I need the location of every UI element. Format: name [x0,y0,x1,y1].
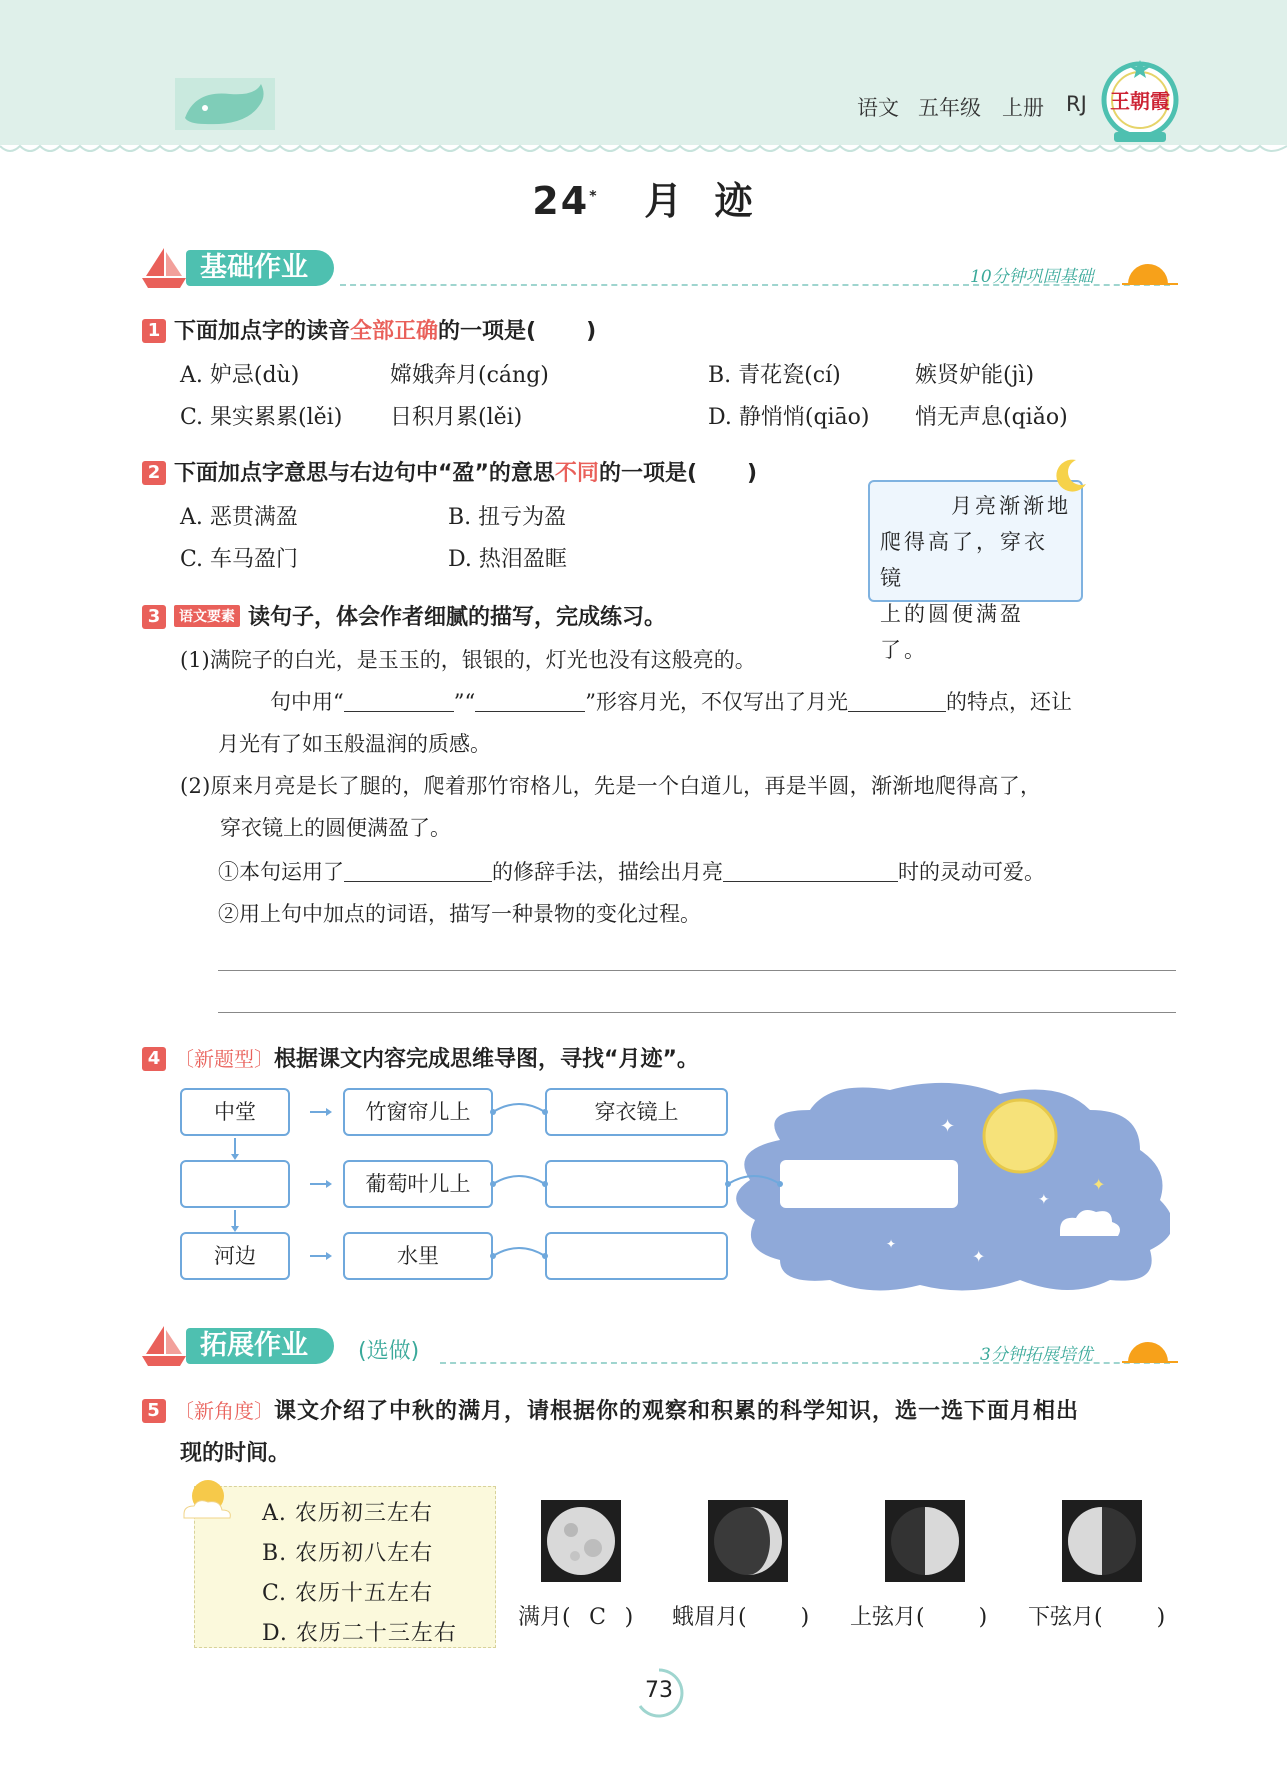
section-extend-optional: (选做) [358,1339,420,1364]
sunset-icon [1120,254,1180,288]
full-moon-answer[interactable]: C [589,1605,607,1630]
q1-option-b[interactable] [708,358,841,389]
lesson-title: 月 迹 [644,179,755,223]
svg-text:✦: ✦ [940,1116,956,1137]
q3-blank-2[interactable] [475,711,585,712]
mindmap-cloud-box[interactable] [780,1160,958,1208]
q3-fill-e: 月光有了如玉般温润的质感。 [218,732,491,756]
full-moon-text: 满月( [518,1605,571,1630]
q3-subq-1 [218,856,1045,886]
q3-subq-1-a: ①本句运用了 [218,860,344,884]
section-extend-label: 拓展作业 [186,1328,334,1364]
last-quarter-moon-text: 下弦月( [1028,1605,1103,1630]
q2-close: ) [747,461,758,486]
svg-text:✦: ✦ [1038,1192,1050,1208]
q3-blank-5[interactable] [723,881,898,882]
q1-option-d-letter: D. [708,405,732,430]
q2-reference-note [868,480,1083,662]
q1-option-c-word2: 日积月累(lěi) [390,405,523,430]
lesson-number: 24 [532,179,590,223]
q5-number: 5 [142,1399,166,1423]
q2-note-line-3: 上的圆便满盈了。 [880,602,1024,662]
svg-text:王朝霞: 王朝霞 [1110,89,1170,113]
q3-subq-1-c: 时的灵动可爱。 [898,860,1045,884]
q3-number: 3 [142,605,166,629]
mindmap-c2-r2[interactable]: 葡萄叶儿上 [343,1160,493,1208]
q1-highlight: 全部正确 [350,319,439,344]
full-moon-label [518,1600,633,1631]
q2-option-a[interactable]: A. 恶贯满盈 [180,505,298,530]
svg-text:✦: ✦ [1092,1175,1106,1194]
q2-text-post: 的一项是( [598,461,697,486]
q1-option-a-letter: A. [180,363,203,388]
q5-choice-b: B. 农历初八左右 [262,1541,434,1566]
first-quarter-moon-image [885,1500,965,1582]
sailboat-icon [140,1324,188,1368]
q1-option-b-word2: 嫉贤妒能(jì) [915,363,1035,388]
section-extend-tag: 3分钟拓展培优 [980,1345,1093,1365]
q2-note-line-2: 爬得高了，穿衣镜 [880,530,1048,590]
q3-sentence-1: (1)满院子的白光，是玉玉的，银银的，灯光也没有这般亮的。 [180,648,756,672]
mindmap-connectors [180,1080,800,1290]
first-quarter-moon-close: ) [978,1605,988,1630]
q1-close: ) [586,319,597,344]
q1-text-pre: 下面加点字的读音 [174,319,351,344]
last-quarter-moon-label [1028,1600,1165,1631]
q5-text-a: 课文介绍了中秋的满月，请根据你的观察和积累的科学知识，选一选下面月相出 [274,1399,1080,1424]
section-basic-tag: 10分钟巩固基础 [970,267,1094,287]
q1-number: 1 [142,319,166,343]
q3-subq-1-b: 的修辞手法，描绘出月亮 [492,860,723,884]
q4-number: 4 [142,1047,166,1071]
q1-prompt [142,314,596,345]
mindmap-c2-r3[interactable]: 水里 [343,1232,493,1280]
header-volume: 上册 [1002,96,1044,120]
q3-blank-1[interactable] [344,711,454,712]
lesson-star: * [589,188,599,205]
q1-option-b-letter: B. [708,363,732,388]
q3-sentence-2a: (2)原来月亮是长了腿的，爬着那竹帘格儿，先是一个白道儿，再是半圆，渐渐地爬得高了， [180,774,1042,798]
q5-badge: 〔新角度〕 [174,1399,274,1423]
q3-fill-c: ”形容月光，不仅写出了月光 [585,690,848,714]
q5-text-b: 现的时间。 [180,1441,291,1466]
q3-blank-4[interactable] [344,881,492,882]
crescent-moon-icon [1050,456,1090,496]
svg-text:✦: ✦ [886,1237,897,1251]
q2-text-pre: 下面加点字意思与右边句中“盈”的意思 [174,461,555,486]
q1-option-a-word2: 嫦娥奔月(cáng) [390,363,549,388]
full-moon-close: ) [624,1605,634,1630]
header-subject: 语文 [857,96,899,120]
q3-fill-a: 句中用“ [270,690,344,714]
svg-text:✦: ✦ [972,1247,986,1266]
q1-option-c[interactable] [180,400,342,431]
whale-icon [175,78,275,130]
q3-subq-2: ②用上句中加点的词语，描写一种景物的变化过程。 [218,902,701,926]
q5-choice-c: C. 农历十五左右 [262,1581,434,1606]
section-basic-label: 基础作业 [186,250,334,286]
q1-option-a-word1: 妒忌(dù) [209,363,300,388]
sailboat-icon [140,246,188,290]
sunset-icon [1120,1332,1180,1366]
q5-choice-d: D. 农历二十三左右 [262,1621,457,1646]
q3-prompt [142,600,666,631]
mindmap-c3-r1[interactable]: 穿衣镜上 [545,1088,728,1136]
header-wave [0,128,1287,158]
q1-option-a[interactable] [180,358,299,389]
mindmap-c1-r1[interactable]: 中堂 [180,1088,290,1136]
q3-badge: 语文要素 [174,605,240,627]
page-title [0,170,1287,225]
q1-option-d[interactable] [708,400,870,431]
mindmap-c2-r1[interactable]: 竹窗帘儿上 [343,1088,493,1136]
crescent-moon-text: 蛾眉月( [672,1605,747,1630]
mindmap-c1-r3[interactable]: 河边 [180,1232,290,1280]
q2-option-c[interactable]: C. 车马盈门 [180,547,299,572]
moon-cloud-icon [180,1478,236,1522]
section-basic-header [0,246,1287,290]
last-quarter-moon-close: ) [1156,1605,1166,1630]
q2-prompt [142,456,757,487]
q3-sentence-2b: 穿衣镜上的圆便满盈了。 [220,816,451,840]
q1-option-d-word1: 静悄悄(qiāo) [738,405,870,430]
header-edition: RJ [1066,92,1087,116]
q3-fill-b: ”“ [453,690,476,714]
q1-text-post: 的一项是( [438,319,537,344]
q3-fill-line-1 [270,686,1072,716]
q3-answer-line-1[interactable] [218,970,1176,971]
crescent-moon-image [708,1500,788,1582]
q1-option-c-word1: 果实累累(lěi) [210,405,343,430]
last-quarter-moon-image [1062,1500,1142,1582]
q2-note-line-1: 月亮渐渐地 [951,494,1071,518]
section-extend-header [0,1324,1287,1368]
q2-option-d[interactable]: D. 热泪盈眶 [448,547,567,572]
q2-number: 2 [142,461,166,485]
q1-option-c-letter: C. [180,405,204,430]
first-quarter-moon-text: 上弦月( [850,1605,925,1630]
q1-option-b-word1: 青花瓷(cí) [738,363,841,388]
full-moon-image [541,1500,621,1582]
q3-blank-3[interactable] [848,711,946,712]
q3-fill-d: 的特点，还让 [945,690,1072,714]
q3-text: 读句子，体会作者细腻的描写，完成练习。 [248,605,667,630]
brand-logo [1100,56,1180,146]
q1-option-d-word2: 悄无声息(qiǎo) [915,405,1068,430]
q2-highlight: 不同 [554,461,599,486]
crescent-moon-close: ) [800,1605,810,1630]
q4-prompt [142,1042,699,1073]
q5-prompt [142,1394,1079,1425]
q3-answer-line-2[interactable] [218,1012,1176,1013]
crescent-moon-label [672,1600,809,1631]
q4-badge: 〔新题型〕 [174,1047,274,1071]
page-number: 73 [645,1678,673,1703]
first-quarter-moon-label [850,1600,987,1631]
header-grade: 五年级 [918,96,981,120]
q2-option-b[interactable]: B. 扭亏为盈 [448,505,567,530]
q5-choice-a: A. 农历初三左右 [262,1501,433,1526]
q4-text: 根据课文内容完成思维导图，寻找“月迹”。 [274,1047,699,1072]
